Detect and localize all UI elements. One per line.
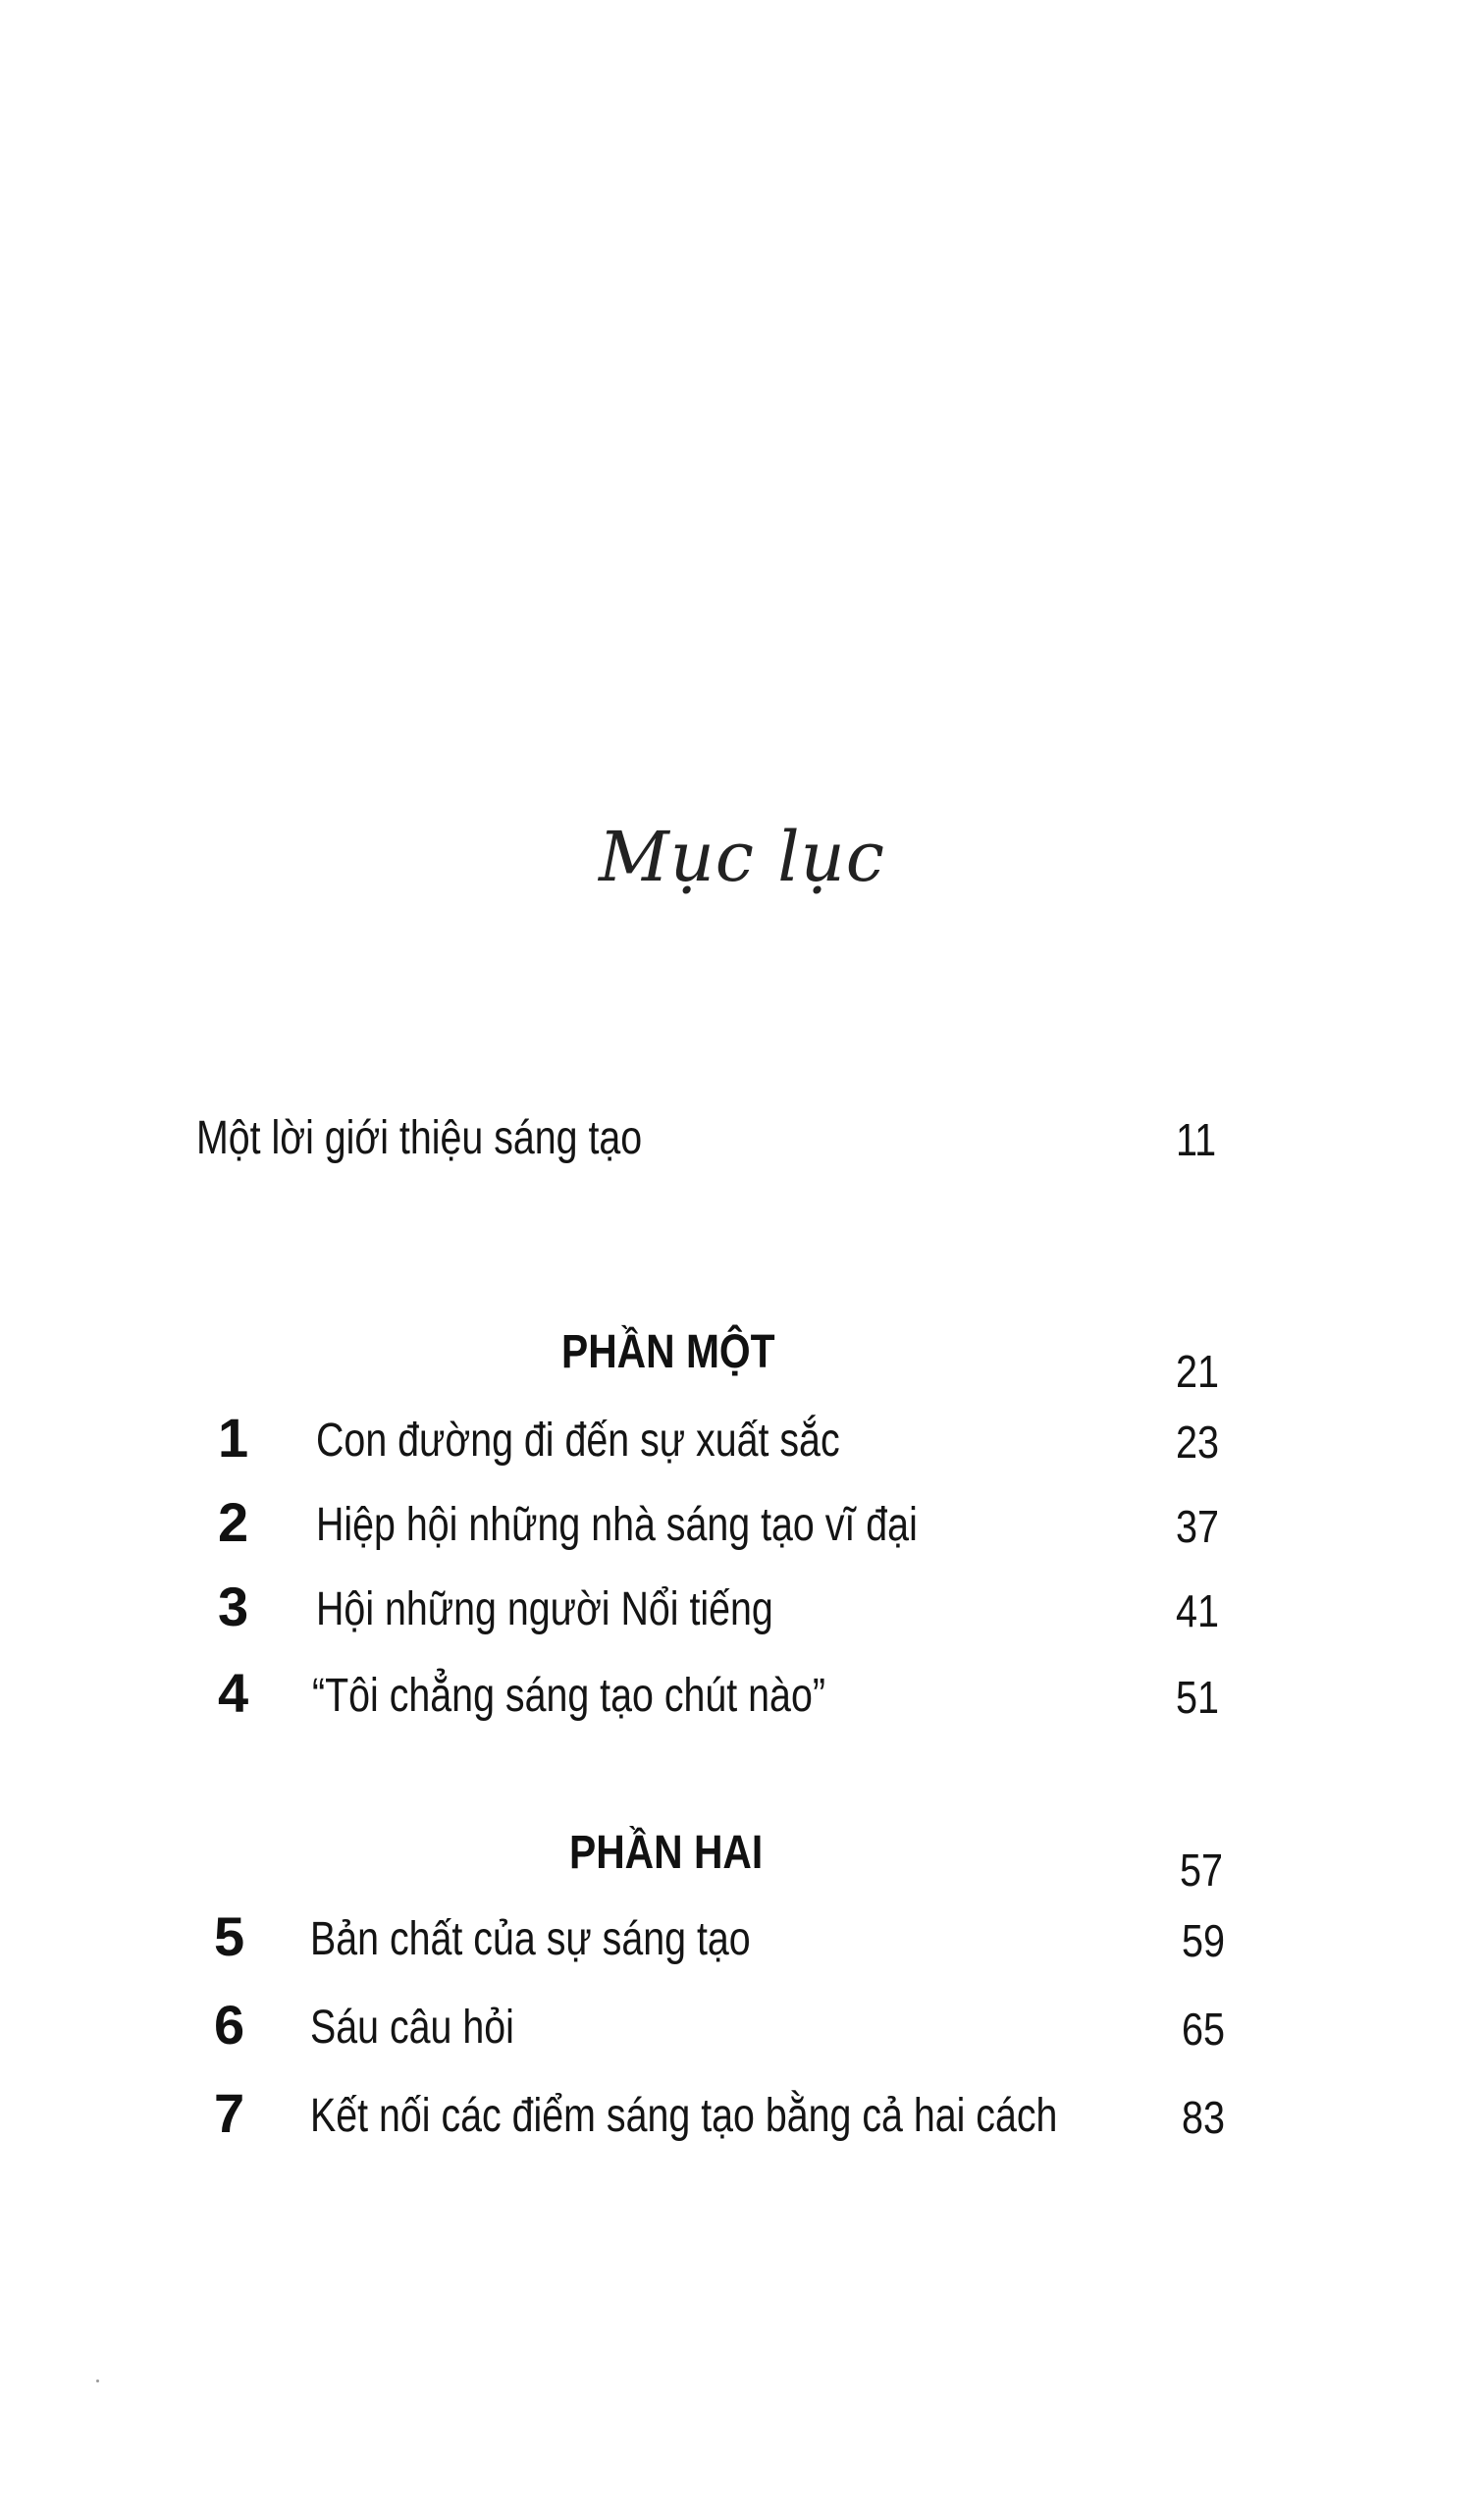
chapter-number: 3 bbox=[218, 1576, 249, 1637]
chapter-title: Bản chất của sự sáng tạo bbox=[310, 1913, 751, 1965]
part-page: 57 bbox=[1180, 1845, 1224, 1896]
chapter-page: 59 bbox=[1182, 1915, 1226, 1966]
toc-entry bbox=[0, 1989, 1484, 2067]
toc-entry bbox=[0, 2077, 1484, 2156]
chapter-page: 65 bbox=[1182, 2004, 1226, 2055]
chapter-number: 1 bbox=[218, 1407, 249, 1469]
part-heading: PHẦN HAI bbox=[569, 1827, 764, 1879]
scan-speck bbox=[96, 2379, 99, 2382]
chapter-title: “Tôi chẳng sáng tạo chút nào” bbox=[312, 1670, 825, 1722]
chapter-number: 7 bbox=[214, 2082, 245, 2144]
chapter-page: 37 bbox=[1176, 1501, 1220, 1552]
chapter-number: 4 bbox=[218, 1662, 249, 1724]
toc-entry bbox=[0, 1900, 1484, 1979]
part-heading-row bbox=[0, 1315, 1484, 1397]
chapter-page: 23 bbox=[1176, 1417, 1220, 1468]
page-title: Mục lục bbox=[599, 817, 885, 897]
chapter-number: 6 bbox=[214, 1994, 245, 2056]
toc-entry-label: Một lời giới thiệu sáng tạo bbox=[196, 1112, 643, 1164]
chapter-title: Con đường đi đến sự xuất sắc bbox=[316, 1415, 840, 1467]
toc-entry bbox=[0, 1486, 1484, 1565]
part-page: 21 bbox=[1176, 1346, 1220, 1397]
toc-entry bbox=[0, 1571, 1484, 1649]
chapter-page: 51 bbox=[1176, 1672, 1220, 1723]
chapter-page: 83 bbox=[1182, 2092, 1226, 2143]
chapter-title: Sáu câu hỏi bbox=[310, 2002, 514, 2054]
toc-entry bbox=[0, 1657, 1484, 1736]
chapter-page: 41 bbox=[1176, 1585, 1220, 1636]
toc-entry-intro bbox=[0, 1099, 1484, 1178]
chapter-number: 2 bbox=[218, 1491, 249, 1553]
chapter-title: Hiệp hội những nhà sáng tạo vĩ đại bbox=[316, 1499, 918, 1551]
chapter-title: Hội những người Nổi tiếng bbox=[316, 1583, 773, 1635]
part-heading-row bbox=[0, 1816, 1484, 1895]
part-heading: PHẦN MỘT bbox=[561, 1326, 775, 1378]
chapter-title: Kết nối các điểm sáng tạo bằng cả hai cách bbox=[310, 2090, 1058, 2142]
chapter-number: 5 bbox=[214, 1905, 245, 1967]
toc-entry bbox=[0, 1402, 1484, 1480]
toc-entry-page: 11 bbox=[1176, 1114, 1217, 1165]
